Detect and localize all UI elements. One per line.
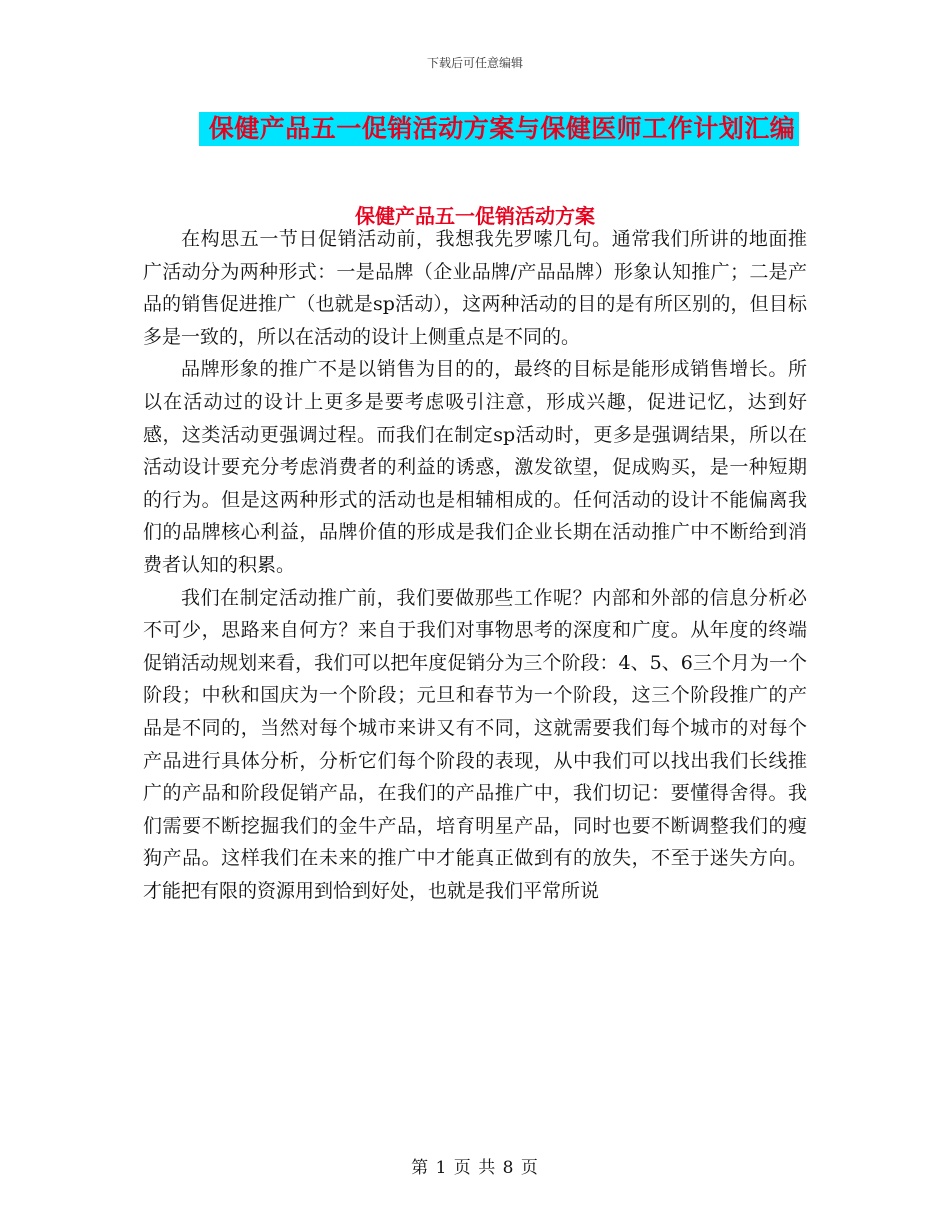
paragraph: 我们在制定活动推广前，我们要做那些工作呢？内部和外部的信息分析必不可少，思路来自何方？来自于我们对事物思考的深度和广度。从年度的终端促销活动规划来看，我们可以把年度促销分为三个阶段：4、5、6三个月为一个阶段；中秋和国庆为一个阶段；元旦和春节为一个阶段，这三个阶段推广的产品是不同的，当然对每个城市来讲又有不同，这就需要我们每个城市的对每个产品进行具体分析，分析它们每个阶段的表现，从中我们可以找出我们长线推广的产品和阶段促销产品，在我们的产品推广中，我们切记：要懂得舍得。我们需要不断挖掘我们的金牛产品，培育明星产品，同时也要不断调整我们的瘦狗产品。这样我们在未来的推广中才能真正做到有的放失，不至于迷失方向。才能把有限的资源用到恰到好处，也就是我们平常所说 [143,586,807,902]
document-body [143,223,807,907]
main-title-wrap [0,112,950,146]
page-number: 第 1 页 共 8 页 [411,1158,539,1178]
document-title: 保健产品五一促销活动方案与保健医师工作计划汇编 [199,112,800,146]
paragraph: 品牌形象的推广不是以销售为目的的，最终的目标是能形成销售增长。所以在活动过的设计上更多是要考虑吸引注意，形成兴趣，促进记忆，达到好感，这类活动更强调过程。而我们在制定sp活动时，更多是强调结果，所以在活动设计要充分考虑消费者的利益的诱惑，激发欲望，促成购买，是一种短期的行为。但是这两种形式的活动也是相辅相成的。任何活动的设计不能偏离我们的品牌核心利益，品牌价值的形成是我们企业长期在活动推广中不断给到消费者认知的积累。 [143,358,807,576]
paragraph: 在构思五一节日促销活动前，我想我先罗嗦几句。通常我们所讲的地面推广活动分为两种形式：一是品牌（企业品牌/产品品牌）形象认知推广；二是产品的销售促进推广（也就是sp活动），这两种活动的目的是有所区别的，但目标多是一致的，所以在活动的设计上侧重点是不同的。 [143,228,807,348]
section-title: 保健产品五一促销活动方案 [355,204,595,228]
header-note: 下载后可任意编辑 [426,56,523,70]
